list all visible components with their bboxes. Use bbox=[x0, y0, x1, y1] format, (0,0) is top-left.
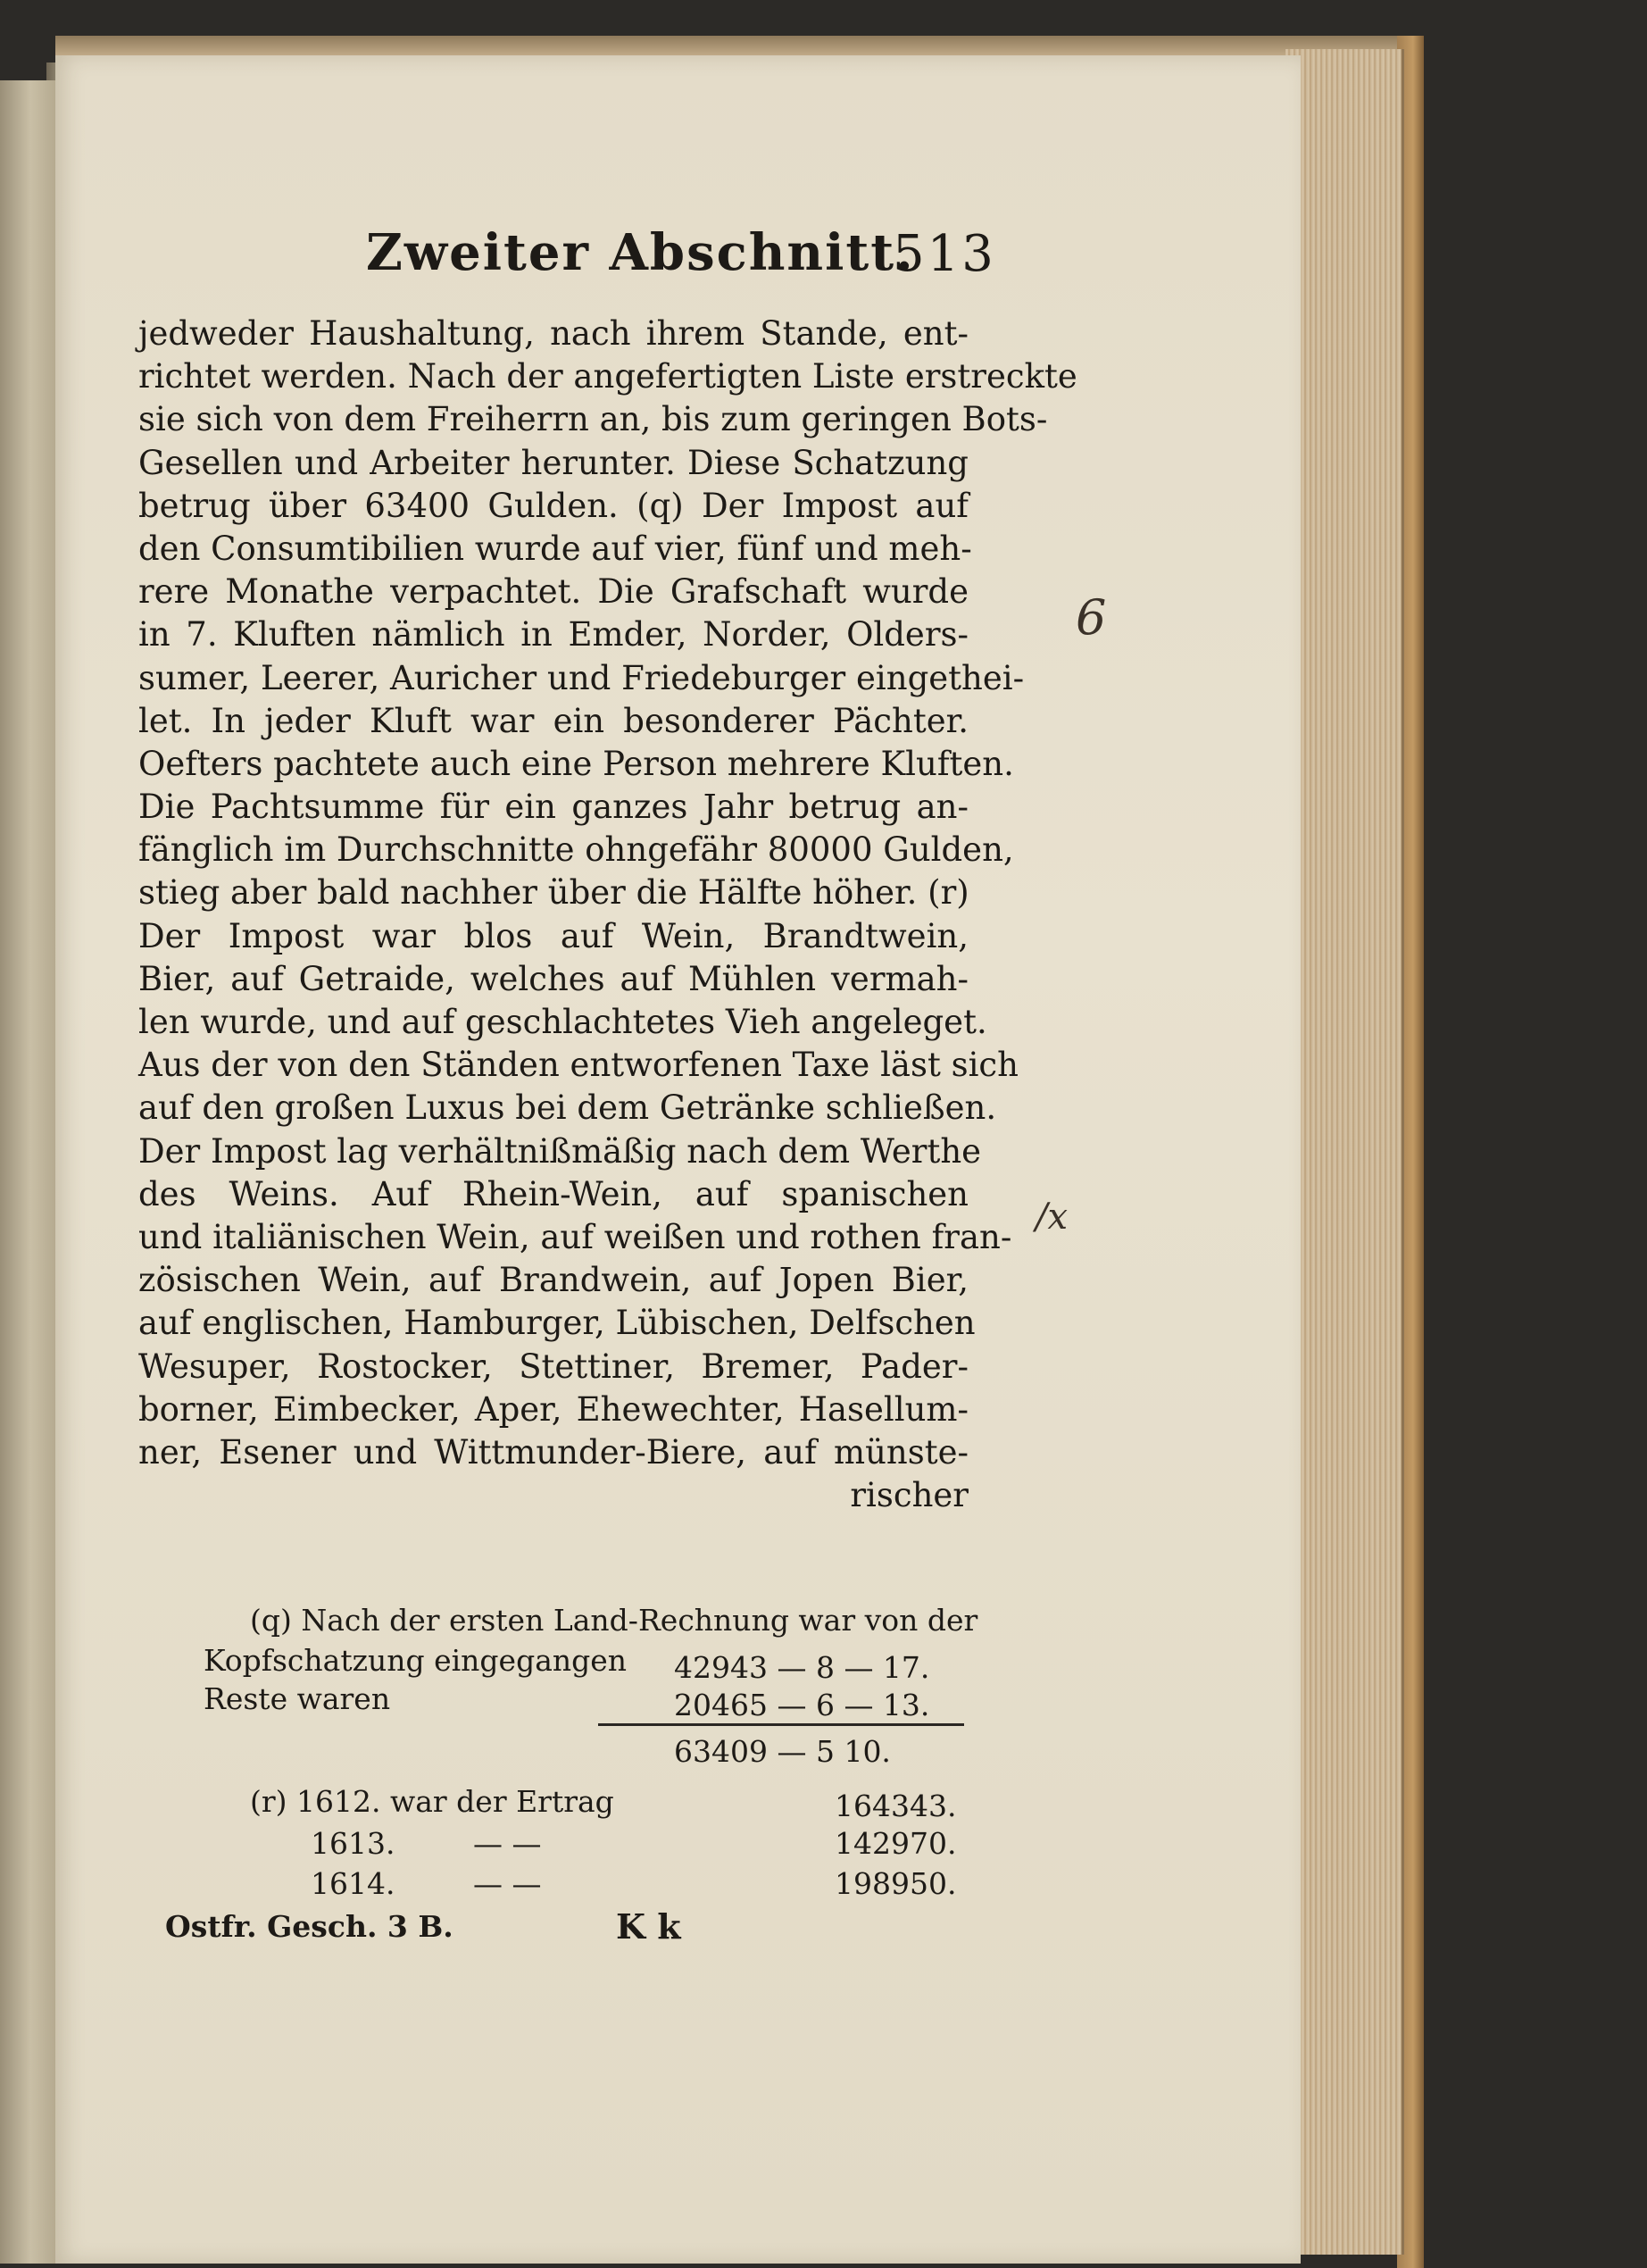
footnote-r-label: (r) 1612. war der Ertrag bbox=[250, 1784, 614, 1819]
body-line: jedweder Haushaltung, nach ihrem Stande, ent- bbox=[138, 314, 969, 353]
margin-note-six: 6 bbox=[1076, 589, 1107, 646]
signature-mark: K k bbox=[616, 1906, 681, 1947]
signature: Ostfr. Gesch. 3 B. bbox=[165, 1909, 453, 1944]
body-line: den Consumtibilien wurde auf vier, fünf und meh- bbox=[138, 529, 972, 568]
body-line: Der Impost lag verhältnißmäßig nach dem Werthe bbox=[138, 1131, 982, 1171]
footnote-r-value-1613: 142970. bbox=[835, 1826, 957, 1861]
body-text bbox=[138, 313, 1077, 1517]
body-line: Gesellen und Arbeiter herunter. Diese Schatzung bbox=[138, 443, 969, 482]
footnote-r-dashes-1614: — — bbox=[473, 1866, 542, 1901]
body-line: let. In jeder Kluft war ein besonderer Pächter. bbox=[138, 701, 969, 740]
body-line: Aus der von den Ständen entworfenen Taxe läst sich bbox=[138, 1046, 1019, 1085]
body-line: stieg aber bald nachher über die Hälfte höher. (r) bbox=[138, 873, 969, 913]
body-line: in 7. Kluften nämlich in Emder, Norder, Olders- bbox=[138, 615, 969, 655]
body-line: Oefters pachtete auch eine Person mehrere Kluften. bbox=[138, 744, 1014, 783]
footnote-q-value-2: 20465 — 6 — 13. bbox=[674, 1688, 930, 1722]
body-line: sumer, Leerer, Auricher und Friedeburger eingethei- bbox=[138, 658, 1025, 697]
body-line: ner, Esener und Wittmunder-Biere, auf münste- bbox=[138, 1432, 969, 1472]
body-line: Der Impost war blos auf Wein, Brandtwein, bbox=[138, 916, 969, 955]
running-head: Zweiter Abschnitt. bbox=[366, 223, 915, 282]
footnote-r-dashes-1613: — — bbox=[473, 1826, 542, 1861]
body-line: betrug über 63400 Gulden. (q) Der Impost auf bbox=[138, 486, 969, 525]
footnote-q-total: 63409 — 5 10. bbox=[674, 1734, 891, 1769]
footnote-r-value-1612: 164343. bbox=[835, 1789, 957, 1823]
body-line: auf den großen Luxus bei dem Getränke schließen. bbox=[138, 1088, 997, 1128]
body-line: des Weins. Auf Rhein-Wein, auf spanischen bbox=[138, 1174, 969, 1213]
body-line: len wurde, und auf geschlachtetes Vieh angeleget. bbox=[138, 1003, 987, 1041]
left-page-edge bbox=[0, 80, 55, 2264]
sum-rule bbox=[598, 1723, 964, 1726]
body-line: richtet werden. Nach der angefertigten Liste erstreckte bbox=[138, 357, 1077, 396]
body-line: sie sich von dem Freiherrn an, bis zum geringen Bots- bbox=[138, 400, 1048, 439]
footnote-q-label-2: Reste waren bbox=[204, 1681, 391, 1716]
catchword: rischer bbox=[850, 1476, 969, 1515]
footnote-q-value-1: 42943 — 8 — 17. bbox=[674, 1650, 930, 1685]
body-line: borner, Eimbecker, Aper, Ehewechter, Hasellum- bbox=[138, 1389, 969, 1429]
body-line: Wesuper, Rostocker, Stettiner, Bremer, Pader- bbox=[138, 1347, 969, 1386]
body-line: Die Pachtsumme für ein ganzes Jahr betrug an- bbox=[138, 788, 969, 827]
body-line: Bier, auf Getraide, welches auf Mühlen vermah- bbox=[138, 959, 969, 998]
footnote-r-value-1614: 198950. bbox=[835, 1866, 957, 1901]
margin-note-mark: /x bbox=[1036, 1197, 1069, 1238]
body-line: auf englischen, Hamburger, Lübischen, Delfschen bbox=[138, 1304, 976, 1343]
body-line: fänglich im Durchschnitte ohngefähr 80000 Gulden, bbox=[138, 830, 1014, 870]
page-number: 513 bbox=[893, 225, 996, 283]
footnote-q-line1: (q) Nach der ersten Land-Rechnung war von der bbox=[250, 1603, 978, 1638]
body-line: zösischen Wein, auf Brandwein, auf Jopen Bier, bbox=[138, 1261, 969, 1300]
footnote-q-label-1: Kopfschatzung eingegangen bbox=[204, 1643, 628, 1678]
body-line: und italiänischen Wein, auf weißen und rothen fran- bbox=[138, 1217, 1012, 1256]
footnote-r-year-1613: 1613. bbox=[311, 1826, 395, 1861]
page-block-edge bbox=[1285, 49, 1404, 2255]
footnote-r-year-1614: 1614. bbox=[311, 1866, 395, 1901]
body-line: rere Monathe verpachtet. Die Grafschaft wurde bbox=[138, 572, 969, 612]
